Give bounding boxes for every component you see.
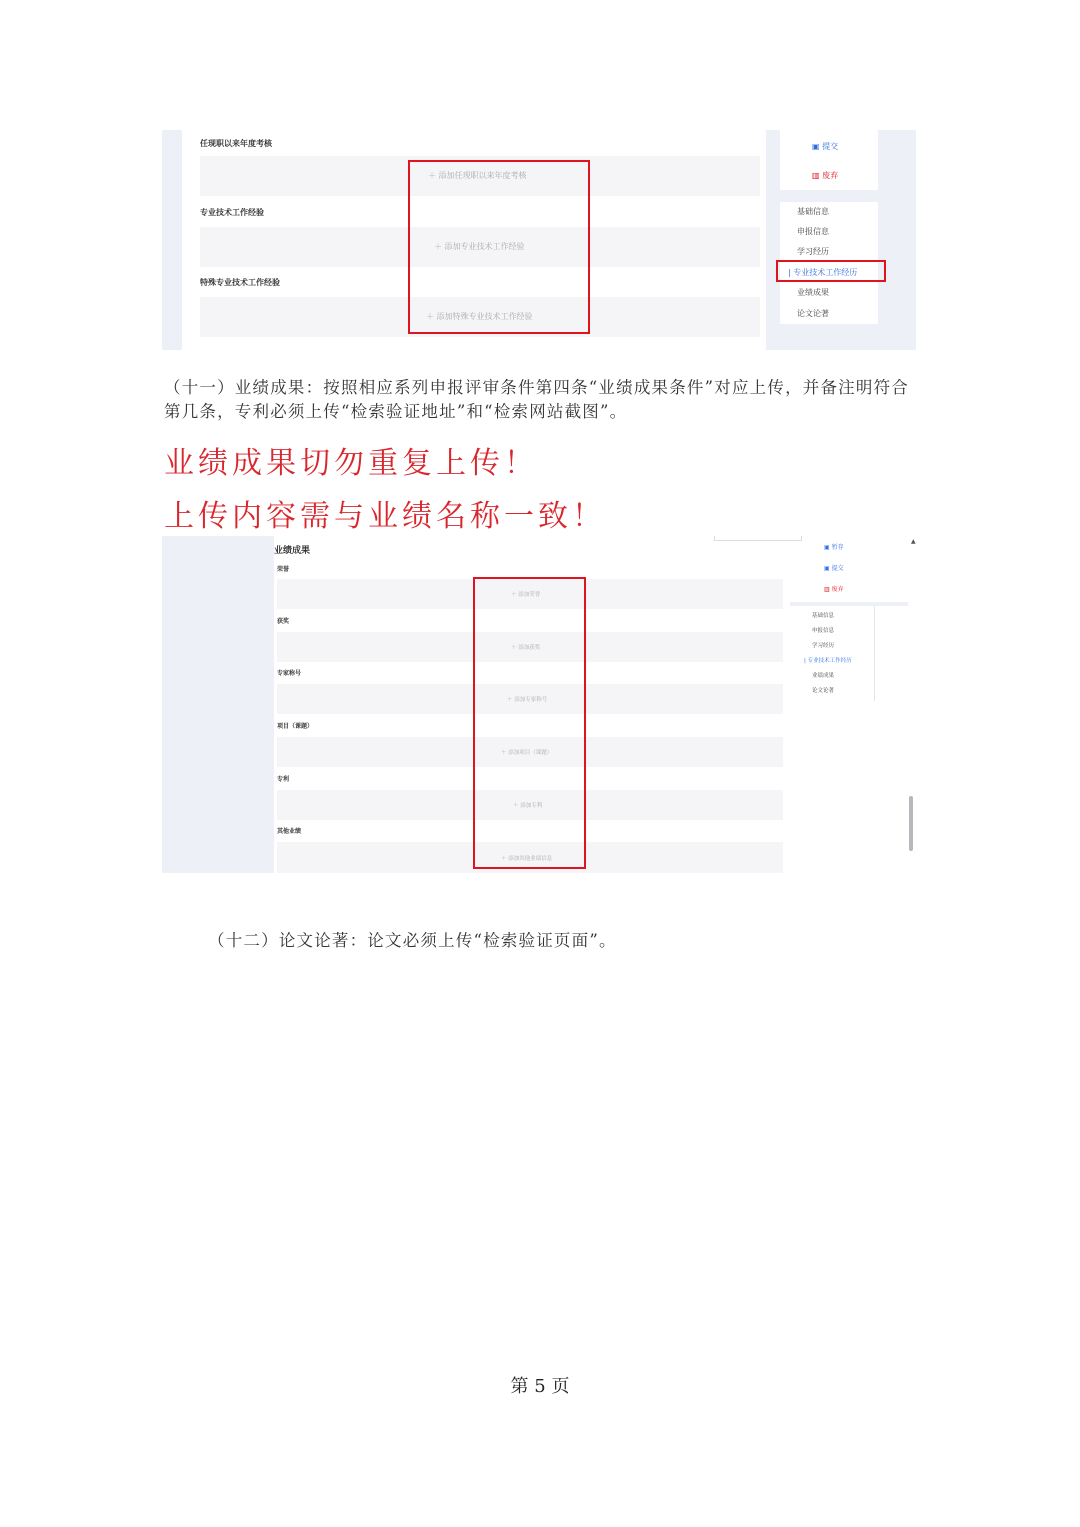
nav-item-achievements[interactable]: 业绩成果 <box>797 288 829 297</box>
warning-match-name: 上传内容需与业绩名称一致！ <box>164 499 606 534</box>
nav-item-education[interactable]: 学习经历 <box>797 247 829 256</box>
achievements-title: 业绩成果 <box>274 546 311 556</box>
paragraph-achievements: （十一）业绩成果：按照相应系列申报评审条件第四条“业绩成果条件”对应上传，并备注明符合第几条，专利必须上传“检索验证地址”和“检索网站截图”。 <box>164 378 909 421</box>
submit-icon: ▣ <box>812 142 820 151</box>
add-annual-review-label: ＋ 添加任现职以来年度考核 <box>428 171 527 180</box>
section-label-annual-review: 任现职以来年度考核 <box>200 139 272 148</box>
section-label-special-experience: 特殊专业技术工作经验 <box>200 278 280 287</box>
nav-item-papers[interactable]: 论文论著 <box>797 309 829 318</box>
scrollbar-thumb[interactable] <box>909 796 913 851</box>
add-patent-label: ＋ 添加专利 <box>513 803 543 809</box>
nav-item-application[interactable]: 申报信息 <box>812 628 835 634</box>
red-highlight-add-buttons <box>408 160 590 334</box>
section-label-award: 获奖 <box>277 618 290 625</box>
trash-icon: ▥ <box>812 171 820 180</box>
red-highlight-add-buttons <box>473 577 586 869</box>
nav-item-papers[interactable]: 论文论著 <box>812 688 835 694</box>
nav-item-achievements[interactable]: 业绩成果 <box>812 673 835 679</box>
section-label-patent: 专利 <box>277 776 290 783</box>
right-pane <box>798 536 916 873</box>
add-other-label: ＋ 添加其他业绩信息 <box>501 856 553 862</box>
save-icon: ▣ <box>824 544 830 551</box>
dropdown-edge <box>714 536 802 541</box>
page-number: 第 5 页 <box>510 1376 570 1397</box>
add-expert-title-label: ＋ 添加专家称号 <box>507 697 548 703</box>
section-label-other: 其他业绩 <box>277 828 302 835</box>
add-work-experience-label: ＋ 添加专业技术工作经验 <box>434 242 525 251</box>
warning-no-duplicate: 业绩成果切勿重复上传！ <box>164 446 538 481</box>
screenshot-achievements <box>162 536 916 873</box>
section-label-honor: 荣誉 <box>277 566 290 573</box>
nav-item-basic[interactable]: 基础信息 <box>812 613 835 619</box>
discard-button[interactable]: ▥ 废弃 <box>824 586 844 593</box>
nav-item-education[interactable]: 学习经历 <box>812 643 835 649</box>
add-award-label: ＋ 添加获奖 <box>511 645 541 651</box>
add-project-label: ＋ 添加项目（课题） <box>501 750 553 756</box>
action-card <box>780 130 878 190</box>
section-label-project: 项目（课题） <box>277 723 314 730</box>
submit-button[interactable]: ▣ 提交 <box>812 142 839 151</box>
nav-item-basic[interactable]: 基础信息 <box>797 207 829 216</box>
section-label-expert-title: 专家称号 <box>277 670 302 677</box>
nav-item-work-experience[interactable]: | 专业技术工作经历 <box>804 658 852 664</box>
trash-icon: ▥ <box>824 586 830 593</box>
nav-item-application[interactable]: 申报信息 <box>797 227 829 236</box>
screenshot-work-experience <box>162 130 916 350</box>
add-honor-label: ＋ 添加荣誉 <box>511 592 541 598</box>
submit-button[interactable]: ▣ 提交 <box>824 565 844 572</box>
section-label-work-experience: 专业技术工作经验 <box>200 208 264 217</box>
add-special-experience-label: ＋ 添加特殊专业技术工作经验 <box>426 312 533 321</box>
section-nav <box>790 606 875 701</box>
submit-icon: ▣ <box>824 565 830 572</box>
red-highlight-nav <box>776 260 886 282</box>
paragraph-papers: （十二）论文论著：论文必须上传“检索验证页面”。 <box>208 931 617 950</box>
scroll-up-arrow-icon[interactable]: ▲ <box>911 538 916 545</box>
nav-item-work-experience[interactable]: | 专业技术工作经历 <box>788 268 858 277</box>
save-button[interactable]: ▣ 暂存 <box>824 544 844 551</box>
discard-button[interactable]: ▥ 废弃 <box>812 171 839 180</box>
